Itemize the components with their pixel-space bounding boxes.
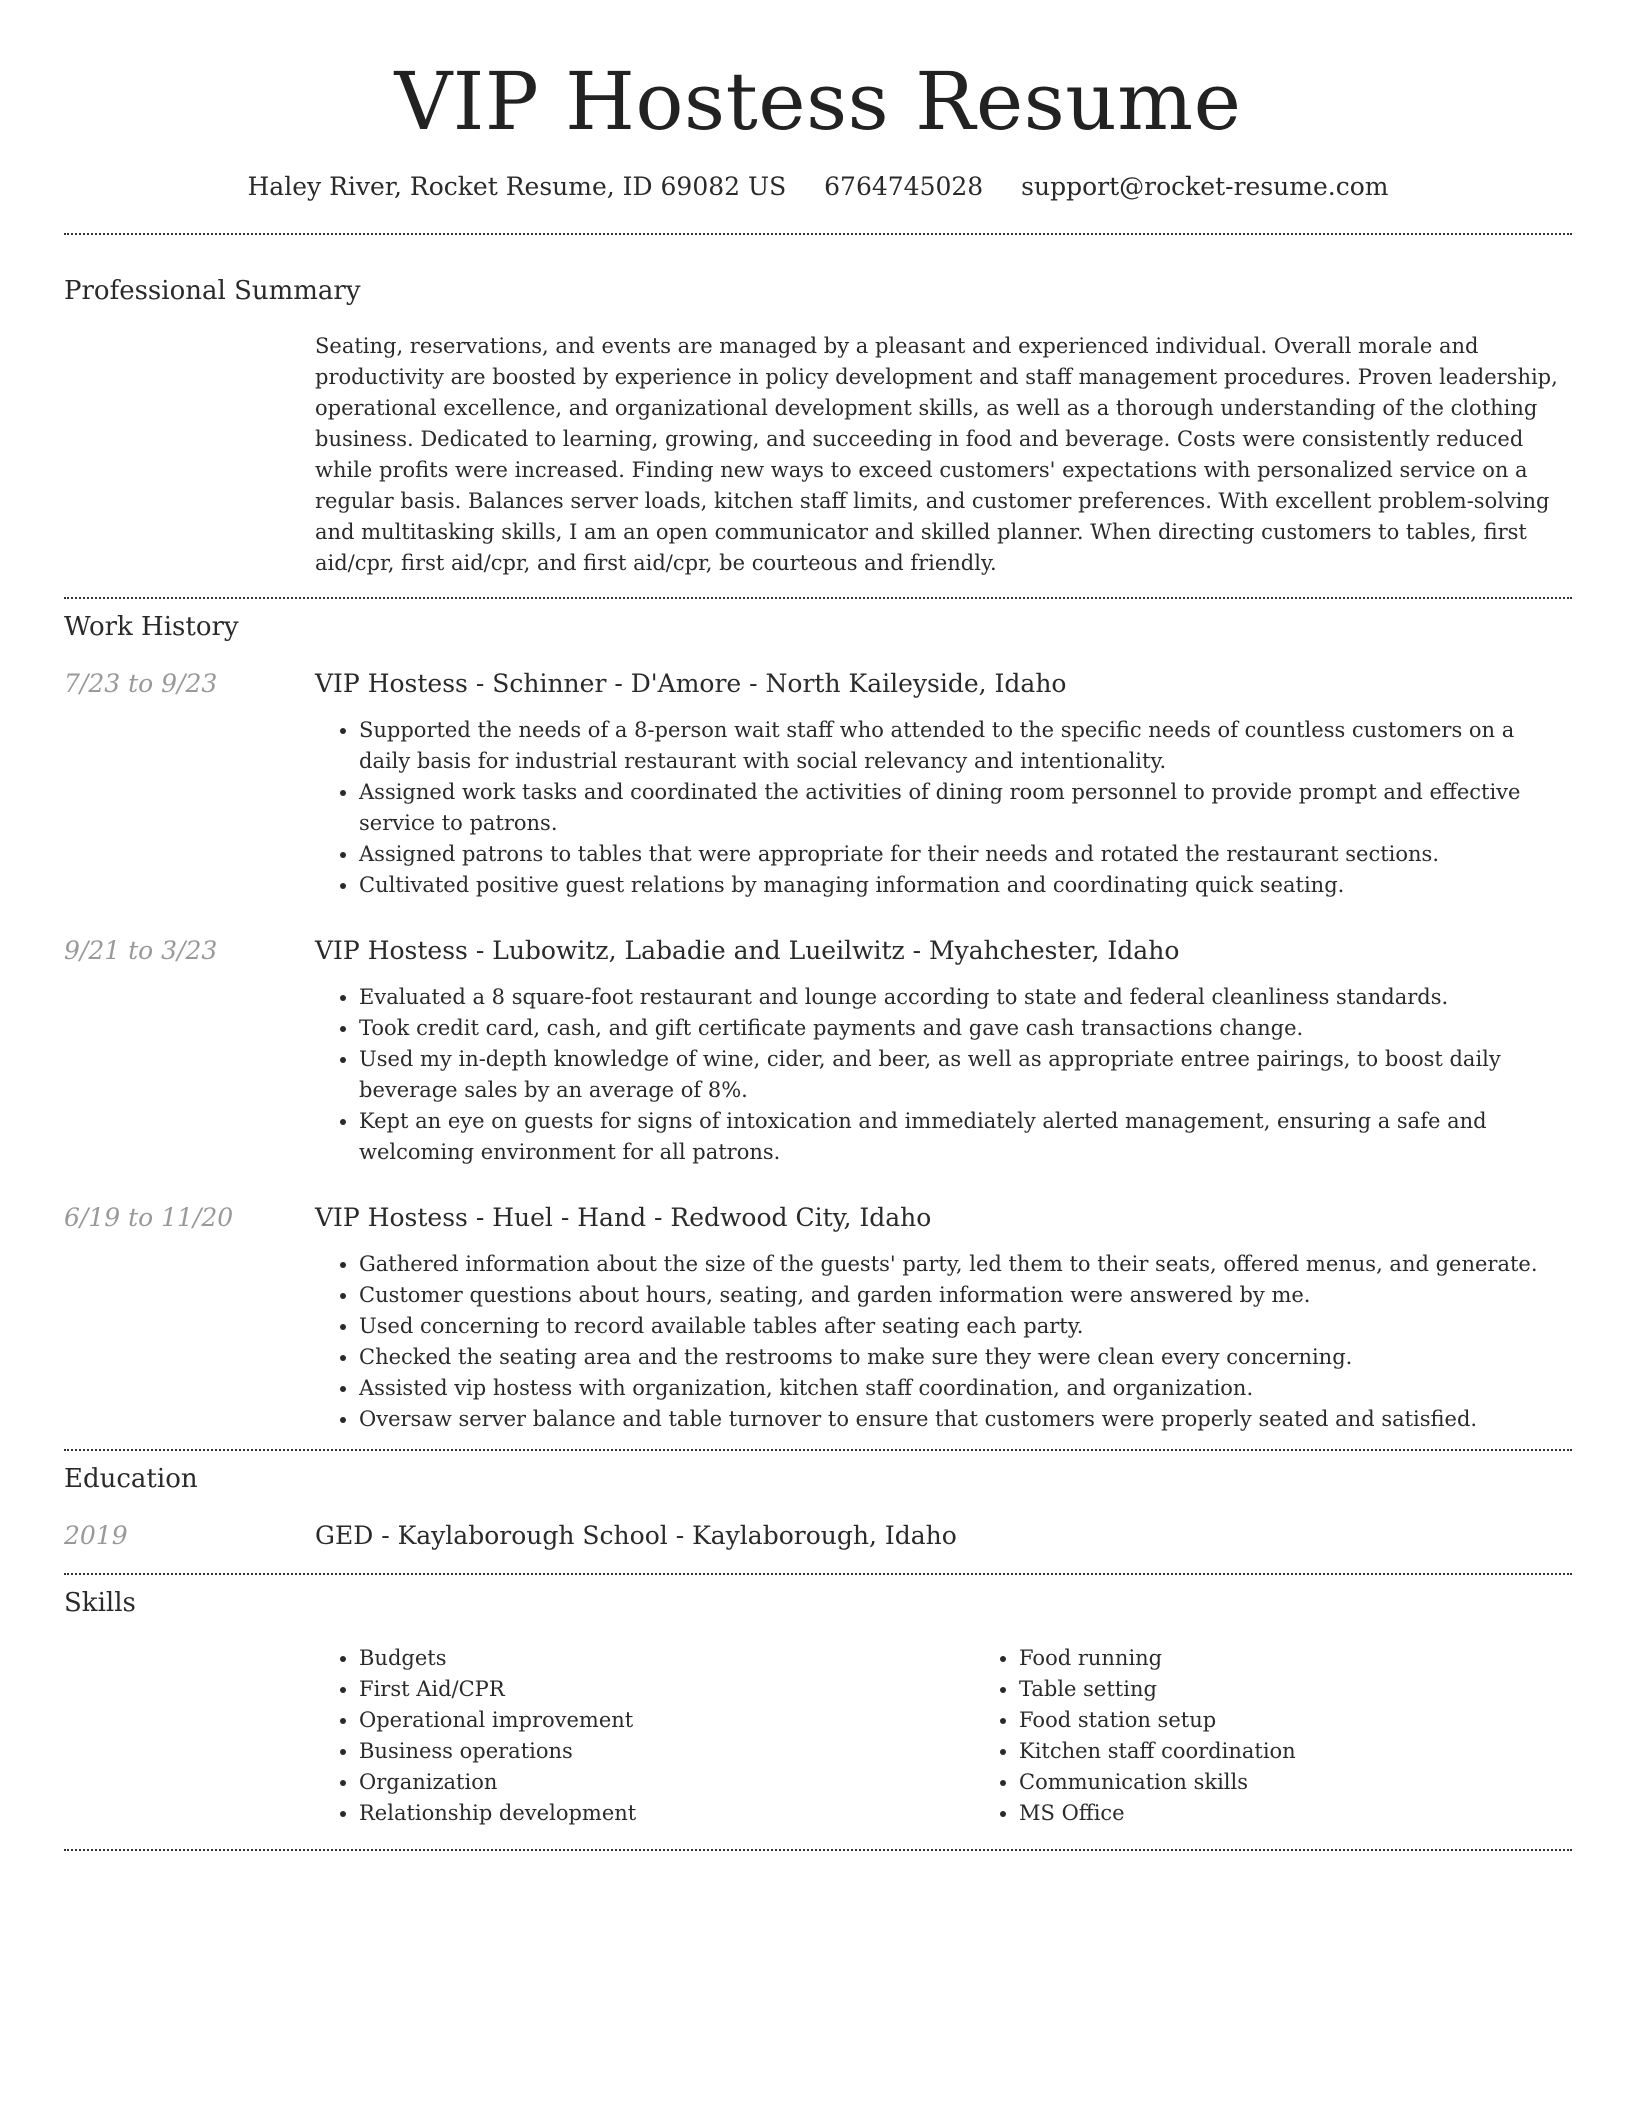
section-title-education: Education [64,1464,198,1494]
skills-list-right [975,1643,1632,1829]
job-title: VIP Hostess - Schinner - D'Amore - North Kaileyside, Idaho [315,669,1067,698]
divider [64,1573,1572,1575]
job-bullets [315,1249,1572,1435]
job-bullet: • Cultivated positive guest relations by managing information and coordinating quick seating. [359,870,1572,901]
job-bullet: • Assigned patrons to tables that were appropriate for their needs and rotated the restaurant sections. [359,839,1572,870]
job-bullet: • Assisted vip hostess with organization, kitchen staff coordination, and organization. [359,1373,1572,1404]
job-bullet: • Used my in-depth knowledge of wine, cider, and beer, as well as appropriate entree pairings, to boost daily beverage sales by an average of 8%. [359,1044,1572,1106]
job-bullet: • Customer questions about hours, seating, and garden information were answered by me. [359,1280,1572,1311]
job-bullet: • Supported the needs of a 8-person wait staff who attended to the specific needs of countless customers on a daily basis for industrial restaurant with social relevancy and intentionality. [359,715,1572,777]
job-entry [64,934,1572,1168]
contact-email: support@rocket-resume.com [1021,172,1389,201]
skill-item: • Organization [359,1767,975,1798]
job-bullets [315,715,1572,901]
job-title: VIP Hostess - Huel - Hand - Redwood City, Idaho [315,1203,932,1232]
job-bullet: • Checked the seating area and the restrooms to make sure they were clean every concerning. [359,1342,1572,1373]
job-entry [64,667,1572,901]
job-dates: 9/21 to 3/23 [64,936,218,965]
section-title-work-history: Work History [64,612,239,642]
job-bullet: • Gathered information about the size of the guests' party, led them to their seats, offered menus, and generate. [359,1249,1572,1280]
skill-item: • Business operations [359,1736,975,1767]
job-bullet: • Kept an eye on guests for signs of intoxication and immediately alerted management, ensuring a safe and welcoming environment for all patrons. [359,1106,1572,1168]
education-year: 2019 [64,1521,128,1550]
resume-page [64,0,1572,1851]
skill-item: • Budgets [359,1643,975,1674]
skills-row [64,1643,1572,1829]
job-bullet: • Took credit card, cash, and gift certificate payments and gave cash transactions change. [359,1013,1572,1044]
skill-item: • Food station setup [1019,1705,1632,1736]
skill-item: • Kitchen staff coordination [1019,1736,1632,1767]
education-entry [64,1519,1572,1553]
job-bullet: • Assigned work tasks and coordinated the activities of dining room personnel to provide prompt and effective service to patrons. [359,777,1572,839]
summary-row [64,331,1572,579]
job-bullets [315,982,1572,1168]
page-title: VIP Hostess Resume [394,55,1242,148]
job-bullet: • Used concerning to record available tables after seating each party. [359,1311,1572,1342]
education-title: GED - Kaylaborough School - Kaylaborough, Idaho [315,1521,957,1550]
contact-phone: 6764745028 [824,172,984,201]
contact-line [64,170,1572,204]
job-entry [64,1201,1572,1435]
divider [64,1849,1572,1851]
divider [64,597,1572,599]
skill-item: • MS Office [1019,1798,1632,1829]
section-title-summary: Professional Summary [64,276,361,306]
job-bullet: • Evaluated a 8 square-foot restaurant and lounge according to state and federal cleanliness standards. [359,982,1572,1013]
skill-item: • Food running [1019,1643,1632,1674]
job-dates: 6/19 to 11/20 [64,1203,234,1232]
contact-address: Haley River, Rocket Resume, ID 69082 US [247,172,787,201]
divider [64,233,1572,235]
job-title: VIP Hostess - Lubowitz, Labadie and Lueilwitz - Myahchester, Idaho [315,936,1180,965]
section-title-skills: Skills [64,1588,136,1618]
skill-item: • Relationship development [359,1798,975,1829]
job-dates: 7/23 to 9/23 [64,669,218,698]
skill-item: • First Aid/CPR [359,1674,975,1705]
skill-item: • Communication skills [1019,1767,1632,1798]
job-bullet: • Oversaw server balance and table turnover to ensure that customers were properly seated and satisfied. [359,1404,1572,1435]
skills-list-left [315,1643,975,1829]
skill-item: • Table setting [1019,1674,1632,1705]
summary-text: Seating, reservations, and events are managed by a pleasant and experienced individual. Overall morale and productivity are boosted by experience in policy development and staff management procedures. Proven leadership, operational excellence, and organizational development skills, as well as a thorough understanding of the clothing business. Dedicated to learning, growing, and succeeding in food and beverage. Costs were consistently reduced while profits were increased. Finding new ways to exceed customers' expectations with personalized service on a regular basis. Balances server loads, kitchen staff limits, and customer preferences. With excellent problem-solving and multitasking skills, I am an open communicator and skilled planner. When directing customers to tables, first aid/cpr, first aid/cpr, and first aid/cpr, be courteous and friendly. [315,334,1558,575]
divider [64,1449,1572,1451]
skill-item: • Operational improvement [359,1705,975,1736]
